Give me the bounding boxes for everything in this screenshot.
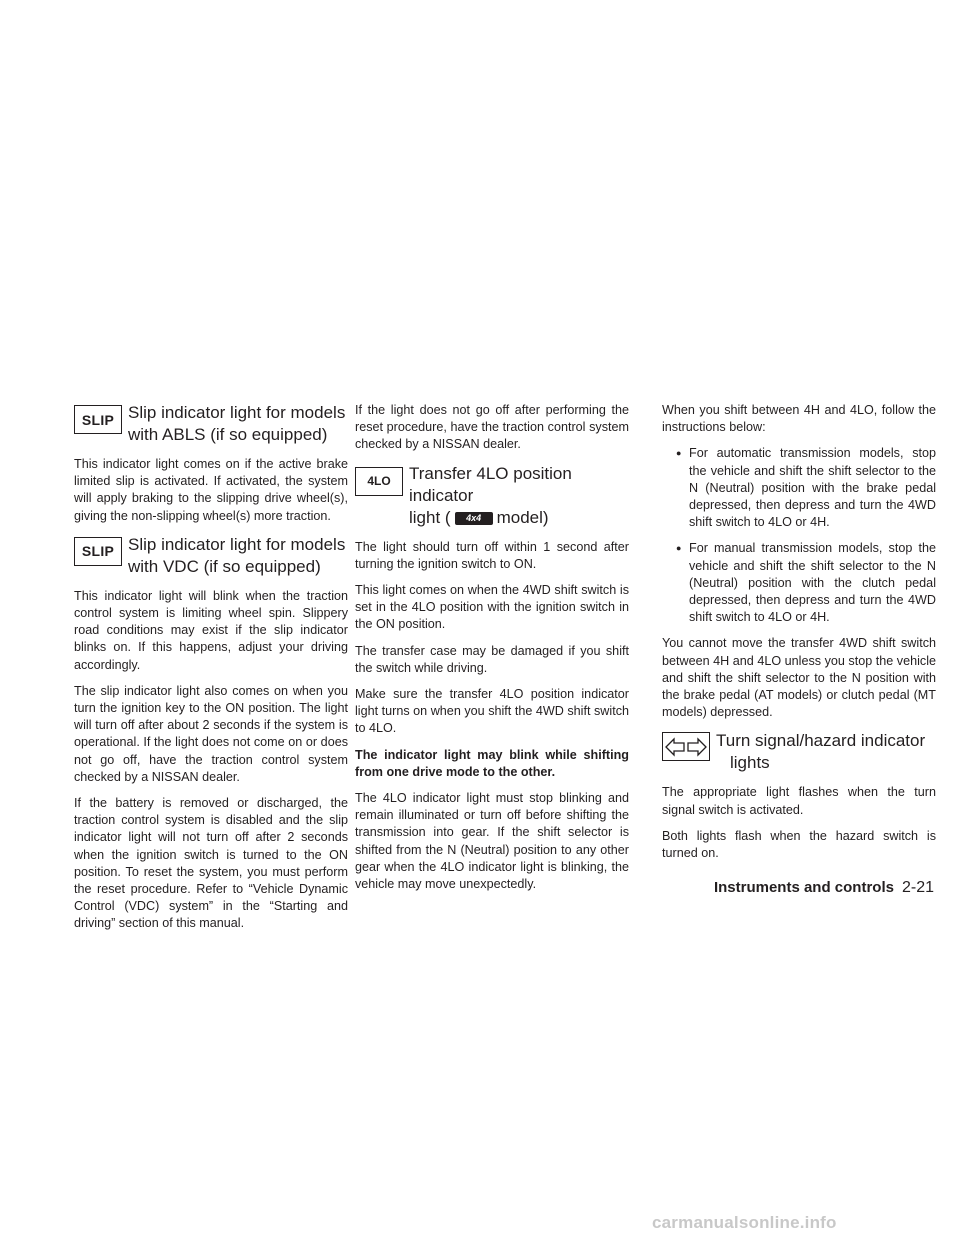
bullet-list	[662, 445, 936, 626]
paragraph: The appropriate light flashes when the turn signal switch is activated.	[662, 785, 936, 817]
section-heading-slip-abls	[74, 402, 348, 446]
paragraph: If the light does not go off after performing the reset procedure, have the traction control system checked by a NISSAN dealer.	[355, 403, 629, 452]
column-middle	[355, 402, 629, 902]
heading-line-1: Slip indicator light for models	[128, 403, 346, 422]
column-left	[74, 402, 348, 942]
column-right	[662, 402, 936, 871]
heading-line-2: with VDC (if so equipped)	[128, 556, 321, 576]
heading-line-2	[409, 507, 629, 529]
footer-section-title: Instruments and controls	[713, 879, 894, 896]
paragraph: Both lights flash when the hazard switch is turned on.	[662, 828, 936, 861]
paragraph: This indicator light will blink when the traction control system is limiting wheel spin. Slippery road conditions may exist if the slip indicator blinks on. If this happens, adjust your driving accordingly.	[74, 588, 348, 672]
paragraph: This indicator light comes on if the active brake limited slip is activated. If activated, the system will apply braking to the slipping drive wheel(s), giving the non-slipping wheel(s) more traction.	[74, 457, 348, 523]
slip-indicator-icon: SLIP	[74, 405, 122, 434]
watermark: carmanualsonline.info	[652, 1213, 837, 1232]
heading-line-1: Turn signal/hazard indicator	[716, 731, 926, 751]
section-heading-slip-vdc	[74, 534, 348, 578]
page-number: 2-21	[901, 879, 934, 896]
heading-text	[710, 730, 925, 774]
paragraph: This light comes on when the 4WD shift switch is set in the 4LO position with the ignition switch in the ON position.	[355, 583, 629, 632]
heading-line-2: with ABLS (if so equipped)	[128, 425, 328, 444]
paragraph: The transfer case may be damaged if you shift the switch while driving.	[355, 643, 629, 675]
paragraph: The 4LO indicator light must stop blinking and remain illuminated or turn off before shifting the transmission into gear. If the shift selector is shifted from the N (Neutral) position to any other gear when the 4LO indicator light is blinking, the vehicle may move unexpectedly.	[355, 791, 629, 892]
heading-line-2-post: model)	[496, 507, 549, 527]
heading-line-1: Slip indicator light for models	[128, 534, 346, 554]
4lo-indicator-icon: 4LO	[355, 467, 403, 496]
paragraph: If the battery is removed or discharged, the traction control system is disabled and the slip indicator light will not turn off after 2 seconds when the ignition switch is turned to the ON position. To reset the system, you must perform the reset procedure. Refer to “Vehicle Dynamic Control (VDC) system” in the “Starting and driving” section of this manual.	[74, 796, 348, 931]
heading-text	[122, 534, 345, 578]
paragraph-bold: The indicator light may blink while shifting from one drive mode to the other.	[355, 747, 629, 779]
turn-signal-arrows-icon	[662, 732, 710, 761]
slip-indicator-icon: SLIP	[74, 537, 122, 566]
4x4-icon: 4x4	[455, 512, 493, 525]
paragraph: You cannot move the transfer 4WD shift switch between 4H and 4LO unless you stop the vehicle and shift the shift selector to the N position with the brake pedal (AT models) or clutch pedal (MT models) depressed.	[662, 636, 936, 720]
bullet-item: ● For manual transmission models, stop the vehicle and shift the shift selector to the N (Neutral) position with the clutch pedal depressed, then depress and turn the 4WD shift switch to 4LO or 4H.	[662, 540, 936, 626]
heading-line-2-pre: light (	[409, 507, 451, 527]
heading-text	[122, 402, 345, 446]
paragraph: Make sure the transfer 4LO position indicator light turns on when you shift the 4WD shift switch to 4LO.	[355, 687, 629, 736]
heading-line-1: Transfer 4LO position indicator	[409, 463, 572, 505]
bullet-item: ● For automatic transmission models, stop the vehicle and shift the shift selector to the N (Neutral) position with the brake pedal depressed, then depress and turn the 4WD shift switch to 4LO or 4H.	[662, 445, 936, 531]
paragraph: When you shift between 4H and 4LO, follow the instructions below:	[662, 403, 936, 435]
heading-line-2: lights	[730, 753, 770, 773]
section-heading-4lo	[355, 463, 629, 529]
paragraph: The light should turn off within 1 second after turning the ignition switch to ON.	[355, 539, 629, 571]
paragraph: The slip indicator light also comes on when you turn the ignition key to the ON position. The light will turn off after about 2 seconds if the system is operational. If the light does not come on or does not go off, have the traction control system checked by a NISSAN dealer.	[74, 683, 348, 784]
heading-text	[403, 463, 629, 529]
section-heading-turn-signal	[662, 730, 936, 774]
page-footer	[714, 879, 934, 897]
